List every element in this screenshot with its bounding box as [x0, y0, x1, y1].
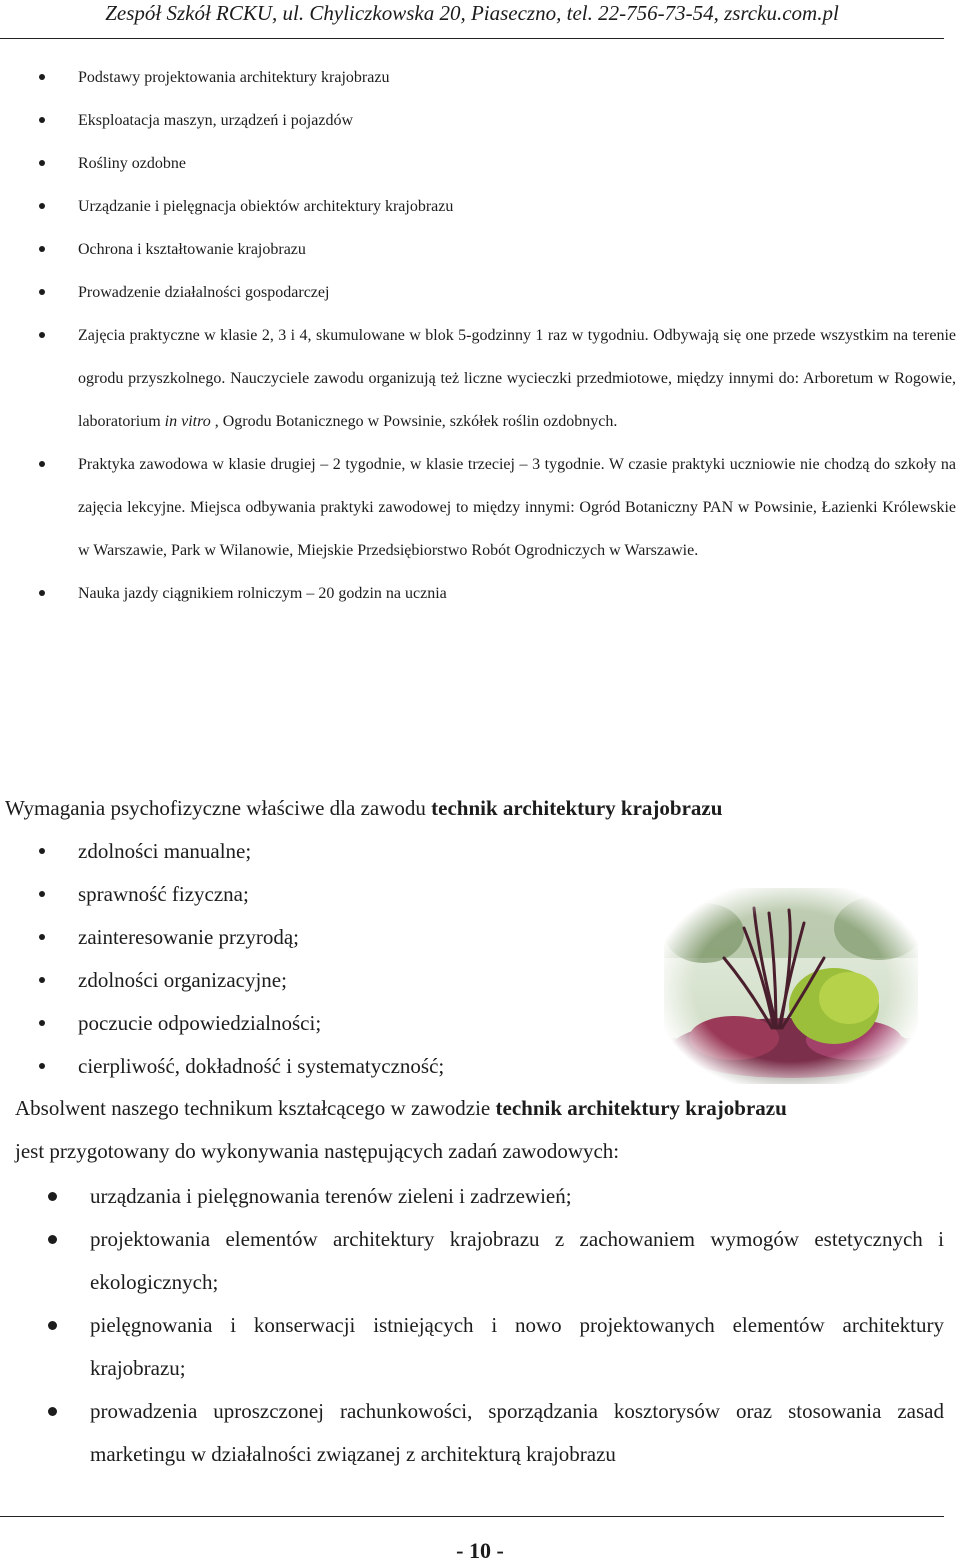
- list-item: poczucie odpowiedzialności;: [0, 1002, 640, 1045]
- bullet-icon: [39, 117, 45, 123]
- practical-classes-item: Zajęcia praktyczne w klasie 2, 3 i 4, skumulowane w blok 5-godzinny 1 raz w tygodniu. Odbywają się one przede wszystkim na terenie ogrodu przyszkolnego. Nauczyciele zawodu organizują też liczne wycieczki przedmiotowe, między innymi do: Arboretum w Rogowie, laboratorium in vitro , Ogrodu Botanicznego w Powsinie, szkółek roślin ozdobnych.: [0, 314, 956, 443]
- requirements-heading: Wymagania psychofizyczne właściwe dla zawodu technik architektury krajobrazu: [5, 796, 723, 820]
- list-item: Podstawy projektowania architektury krajobrazu: [0, 56, 956, 99]
- garden-flowerbed-photo: [664, 888, 918, 1084]
- requirements-list: [0, 830, 640, 1088]
- bullet-icon: [39, 1063, 45, 1069]
- list-item: zdolności organizacyjne;: [0, 959, 640, 1002]
- bullet-icon: [48, 1321, 57, 1330]
- bullet-icon: [39, 332, 45, 338]
- list-item: cierpliwość, dokładność i systematyczność;: [0, 1045, 640, 1088]
- bullet-icon: [39, 1020, 45, 1026]
- header-contact-line: Zespół Szkół RCKU, ul. Chyliczkowska 20, Piaseczno, tel. 22-756-73-54, zsrcku.com.pl: [105, 1, 839, 25]
- in-vitro-term: in vitro: [164, 413, 211, 430]
- bullet-icon: [39, 461, 45, 467]
- tractor-item: Nauka jazdy ciągnikiem rolniczym – 20 godzin na ucznia: [0, 572, 956, 615]
- bullet-icon: [39, 203, 45, 209]
- bullet-icon: [48, 1235, 57, 1244]
- bullet-icon: [39, 977, 45, 983]
- profession-name: technik architektury krajobrazu: [431, 796, 723, 820]
- internship-item: Praktyka zawodowa w klasie drugiej – 2 tygodnie, w klasie trzeciej – 3 tygodnie. W czasie praktyki uczniowie nie chodzą do szkoły na zajęcia lekcyjne. Miejsca odbywania praktyki zawodowej to między innymi: Ogród Botaniczny PAN w Powsinie, Łazienki Królewskie w Warszawie, Park w Wilanowie, Miejskie Przedsiębiorstwo Robót Ogrodniczych w Warszawie.: [0, 443, 956, 572]
- page-header: [0, 0, 944, 39]
- list-item: Prowadzenie działalności gospodarczej: [0, 271, 956, 314]
- list-item: prowadzenia uproszczonej rachunkowości, sporządzania kosztorysów oraz stosowania zasad marketingu w działalności związanej z architekturą krajobrazu: [0, 1390, 944, 1476]
- bullet-icon: [39, 891, 45, 897]
- list-item: Rośliny ozdobne: [0, 142, 956, 185]
- bullet-icon: [39, 74, 45, 80]
- bullet-icon: [39, 289, 45, 295]
- list-item: Eksploatacja maszyn, urządzeń i pojazdów: [0, 99, 956, 142]
- bullet-icon: [39, 160, 45, 166]
- tasks-list: [0, 1175, 944, 1476]
- list-item: zainteresowanie przyrodą;: [0, 916, 640, 959]
- bullet-icon: [48, 1192, 57, 1201]
- graduate-intro-rest: jest przygotowany do wykonywania następujących zadań zawodowych:: [15, 1139, 620, 1163]
- list-item: pielęgnowania i konserwacji istniejących i nowo projektowanych elementów architektury krajobrazu;: [0, 1304, 944, 1390]
- bullet-icon: [48, 1407, 57, 1416]
- subjects-list: [0, 56, 956, 615]
- list-item: sprawność fizyczna;: [0, 873, 640, 916]
- list-item: projektowania elementów architektury krajobrazu z zachowaniem wymogów estetycznych i ekologicznych;: [0, 1218, 944, 1304]
- list-item: zdolności manualne;: [0, 830, 640, 873]
- list-item: urządzania i pielęgnowania terenów zieleni i zadrzewień;: [0, 1175, 944, 1218]
- page-number: - 10 -: [456, 1538, 504, 1563]
- bullet-icon: [39, 590, 45, 596]
- bullet-icon: [39, 934, 45, 940]
- list-item: Ochrona i kształtowanie krajobrazu: [0, 228, 956, 271]
- footer-divider: [0, 1516, 944, 1517]
- list-item: Urządzanie i pielęgnacja obiektów architektury krajobrazu: [0, 185, 956, 228]
- profession-name: technik architektury krajobrazu: [495, 1096, 787, 1120]
- bullet-icon: [39, 246, 45, 252]
- bullet-icon: [39, 848, 45, 854]
- graduate-intro: Absolwent naszego technikum kształcącego w zawodzie technik architektury krajobrazu: [15, 1096, 787, 1120]
- graduate-paragraph: [15, 1087, 945, 1173]
